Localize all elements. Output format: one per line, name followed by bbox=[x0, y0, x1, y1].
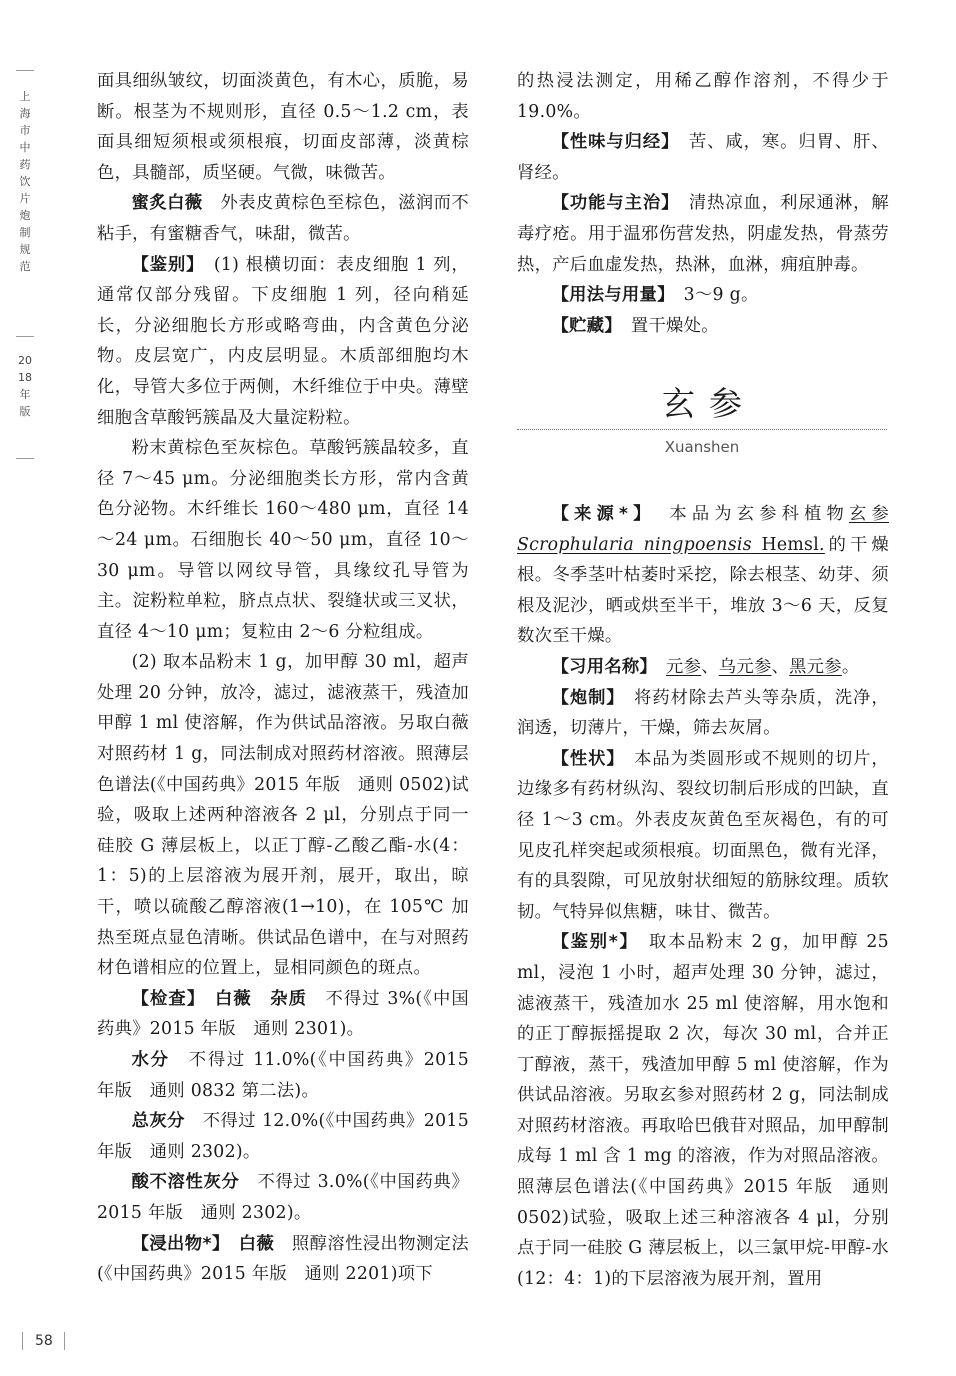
paragraph: 粉末黄棕色至灰棕色。草酸钙簇晶较多，直径 7～45 μm。分泌细胞类长方形，常内含黄色分泌物。木纤维长 160～480 μm，直径 14～24 μm。石细胞长 40～50 μm，直径 10～30 μm。导管以网纹导管，具缘纹孔导管为主。淀粉粒单粒，脐点点状、裂缝状或三叉状，直径 4～10 μm；复粒由 2～6 分粒组成。 bbox=[97, 438, 469, 642]
paragraph-text: (1) 根横切面：表皮细胞 1 列，通常仅部分残留。下皮细胞 1 列，径向稍延长，分泌细胞长方形或略弯曲，内含黄色分泌物。皮层宽广，内皮层明显。木质部细胞均木化，导管大多位于两侧，木纤维位于中央。薄壁细胞含草酸钙簇晶及大量淀粉粒。 bbox=[97, 254, 469, 428]
paragraph: (2) 取本品粉末 1 g，加甲醇 30 ml，超声处理 20 分钟，放冷，滤过，滤液蒸干，残渣加甲醇 1 ml 使溶解，作为供试品溶液。另取白薇对照药材 1 g，同法制成对照药材溶液。照薄层色谱法(《中国药典》2015 年版 通则 0502)试验，吸取上述两种溶液各 2 μl，分别点于同一硅胶 G 薄层板上，以正丁醇-乙酸乙酯-水(4：1：5)的上层溶液为展开剂，展开，取出，晾干，喷以硫酸乙醇溶液(1→10)，在 105℃ 加热至斑点显色清晰。供试品色谱中，在与对照药材色谱相应的位置上，显相同颜色的斑点。 bbox=[97, 652, 469, 979]
entry-header bbox=[517, 382, 887, 456]
paragraph bbox=[517, 927, 889, 1294]
common-name: 乌元参 bbox=[718, 656, 772, 677]
paragraph bbox=[97, 250, 469, 434]
section-heading: 【鉴别*】 bbox=[551, 932, 630, 953]
paragraph bbox=[97, 1167, 469, 1228]
entry-pinyin: Xuanshen bbox=[664, 438, 740, 456]
paragraph bbox=[517, 652, 889, 683]
paragraph-text: 本品为玄参科植物 bbox=[646, 504, 849, 524]
section-heading: 【炮制】 bbox=[551, 687, 616, 708]
paragraph bbox=[97, 188, 469, 249]
paragraph-text: 不得过 12.0%(《中国药典》2015 年版 通则 2302)。 bbox=[97, 1111, 469, 1162]
page-number-rule-right bbox=[64, 1332, 65, 1350]
paragraph bbox=[517, 311, 889, 342]
title-divider bbox=[517, 429, 887, 430]
sidebar-book-title: 上海市中药饮片炮制规范 bbox=[19, 90, 31, 273]
paragraph-text: 清热凉血，利尿通淋，解毒疗疮。用于温邪伤营发热，阴虚发热，骨蒸劳热，产后血虚发热，热淋，血淋，痈疽肿毒。 bbox=[517, 193, 889, 275]
paragraph bbox=[97, 1229, 469, 1290]
section-heading: 【功能与主治】 bbox=[551, 193, 671, 214]
right-column-top bbox=[517, 66, 889, 341]
section-keyword: 白薇 杂质 bbox=[196, 988, 308, 1009]
section-heading: 【贮藏】 bbox=[551, 315, 614, 336]
section-keyword: 水分 bbox=[131, 1050, 170, 1070]
separator: 、 bbox=[701, 656, 719, 677]
paragraph bbox=[517, 188, 889, 280]
paragraph-text: 不得过 11.0%(《中国药典》2015 年版 通则 0832 第二法)。 bbox=[97, 1050, 469, 1101]
separator: 、 bbox=[771, 656, 790, 677]
paragraph-text: 苦、咸，寒。归胃、肝、肾经。 bbox=[517, 132, 889, 183]
section-heading: 【性味与归经】 bbox=[551, 132, 671, 153]
section-heading: 【来源*】 bbox=[551, 504, 647, 524]
page-number-rule-left bbox=[22, 1332, 23, 1350]
plant-name: 玄参 bbox=[848, 504, 889, 524]
paragraph-text: 将药材除去芦头等杂质，洗净，润透，切薄片，干燥，筛去灰屑。 bbox=[517, 687, 889, 739]
common-name: 元参 bbox=[666, 656, 702, 677]
paragraph-text: 不得过 3.0%(《中国药典》2015 年版 通则 2302)。 bbox=[97, 1172, 469, 1223]
sidebar-edition: 2018年版 bbox=[18, 354, 32, 418]
section-heading: 【鉴别】 bbox=[131, 254, 196, 275]
separator: 。 bbox=[841, 656, 860, 677]
common-name: 黑元参 bbox=[789, 656, 842, 677]
latin-name: Scrophularia ningpoensis bbox=[517, 534, 752, 555]
paragraph-text: 取本品粉末 2 g，加甲醇 25 ml，浸泡 1 小时，超声处理 30 分钟，滤过，滤液蒸干，残渣加水 25 ml 使溶解，用水饱和的正丁醇振摇提取 2 次，每次 30 ml，合并正丁醇液，蒸干，残渣加甲醇 5 ml 使溶解，作为供试品溶液。另取玄参对照药材 2 g，同法制成对照药材溶液。再取哈巴俄苷对照品，加甲醇制成每 1 ml 含 1 mg 的溶液，作为对照品溶液。照薄层色谱法(《中国药典》2015 年版 通则 0502)试验，吸取上述三种溶液各 4 μl，分别点于同一硅胶 G 薄层板上，以三氯甲烷-甲醇-水(12：4：1)的下层溶液为展开剂，置用 bbox=[517, 932, 890, 1289]
paragraph-text: 本品为类圆形或不规则的切片，边缘多有药材纵沟、裂纹切制后形成的凹缺，直径 1～3 cm。外表皮灰黄色至灰褐色，有的可见皮孔样突起或须根痕。切面黑色，微有光泽，有的具裂隙，可见放射状细短的筋脉纹理。质软韧。气特异似焦糖，味甘、微苦。 bbox=[517, 748, 889, 922]
sidebar-rule-top bbox=[16, 70, 34, 71]
paragraph: 面具细纵皱纹，切面淡黄色，有木心，质脆，易断。根茎为不规则形，直径 0.5～1.2 cm，表面具细短须根或须根痕，切面皮部薄，淡黄棕色，具髓部，质坚硬。气微，味微苦。 bbox=[97, 71, 469, 183]
paragraph-text: 3～9 g。 bbox=[666, 285, 759, 306]
paragraph bbox=[97, 984, 469, 1045]
section-heading: 【性状】 bbox=[551, 748, 616, 769]
section-keyword: 总灰分 bbox=[131, 1111, 185, 1132]
paragraph-text: 的干燥根。冬季茎叶枯萎时采挖，除去根茎、幼芽、须根及泥沙，晒或烘至半干，堆放 3～6 天，反复数次至干燥。 bbox=[517, 534, 889, 647]
section-heading: 【习用名称】 bbox=[551, 656, 649, 677]
paragraph bbox=[517, 499, 889, 652]
latin-author: Hemsl. bbox=[751, 534, 825, 555]
paragraph bbox=[97, 1106, 469, 1167]
paragraph bbox=[517, 280, 889, 311]
paragraph-text: 照醇溶性浸出物测定法(《中国药典》2015 年版 通则 2201)项下 bbox=[97, 1233, 469, 1285]
paragraph: 的热浸法测定，用稀乙醇作溶剂，不得少于 19.0%。 bbox=[517, 71, 889, 122]
paragraph bbox=[517, 683, 889, 744]
left-column bbox=[97, 66, 469, 1290]
sidebar-rule-bottom bbox=[16, 458, 34, 459]
section-heading: 【浸出物*】 bbox=[131, 1233, 222, 1254]
paragraph bbox=[97, 1045, 469, 1106]
entry-title: 玄参 bbox=[662, 384, 756, 423]
section-keyword: 蜜炙白薇 bbox=[131, 193, 203, 214]
right-column-bottom bbox=[517, 499, 889, 1294]
paragraph bbox=[517, 127, 889, 188]
paragraph bbox=[517, 744, 889, 928]
section-keyword: 白薇 bbox=[221, 1233, 275, 1254]
section-heading: 【检查】 bbox=[131, 988, 197, 1009]
paragraph-text: 不得过 3%(《中国药典》2015 年版 通则 2301)。 bbox=[97, 988, 469, 1040]
paragraph-text: 外表皮黄棕色至棕色，滋润而不粘手，有蜜糖香气，味甜，微苦。 bbox=[97, 193, 469, 244]
section-heading: 【用法与用量】 bbox=[551, 285, 667, 306]
sidebar-rule-middle bbox=[16, 336, 34, 337]
section-keyword: 酸不溶性灰分 bbox=[131, 1172, 240, 1193]
paragraph-text: 置干燥处。 bbox=[613, 315, 719, 336]
page-number: 58 bbox=[35, 1333, 53, 1349]
